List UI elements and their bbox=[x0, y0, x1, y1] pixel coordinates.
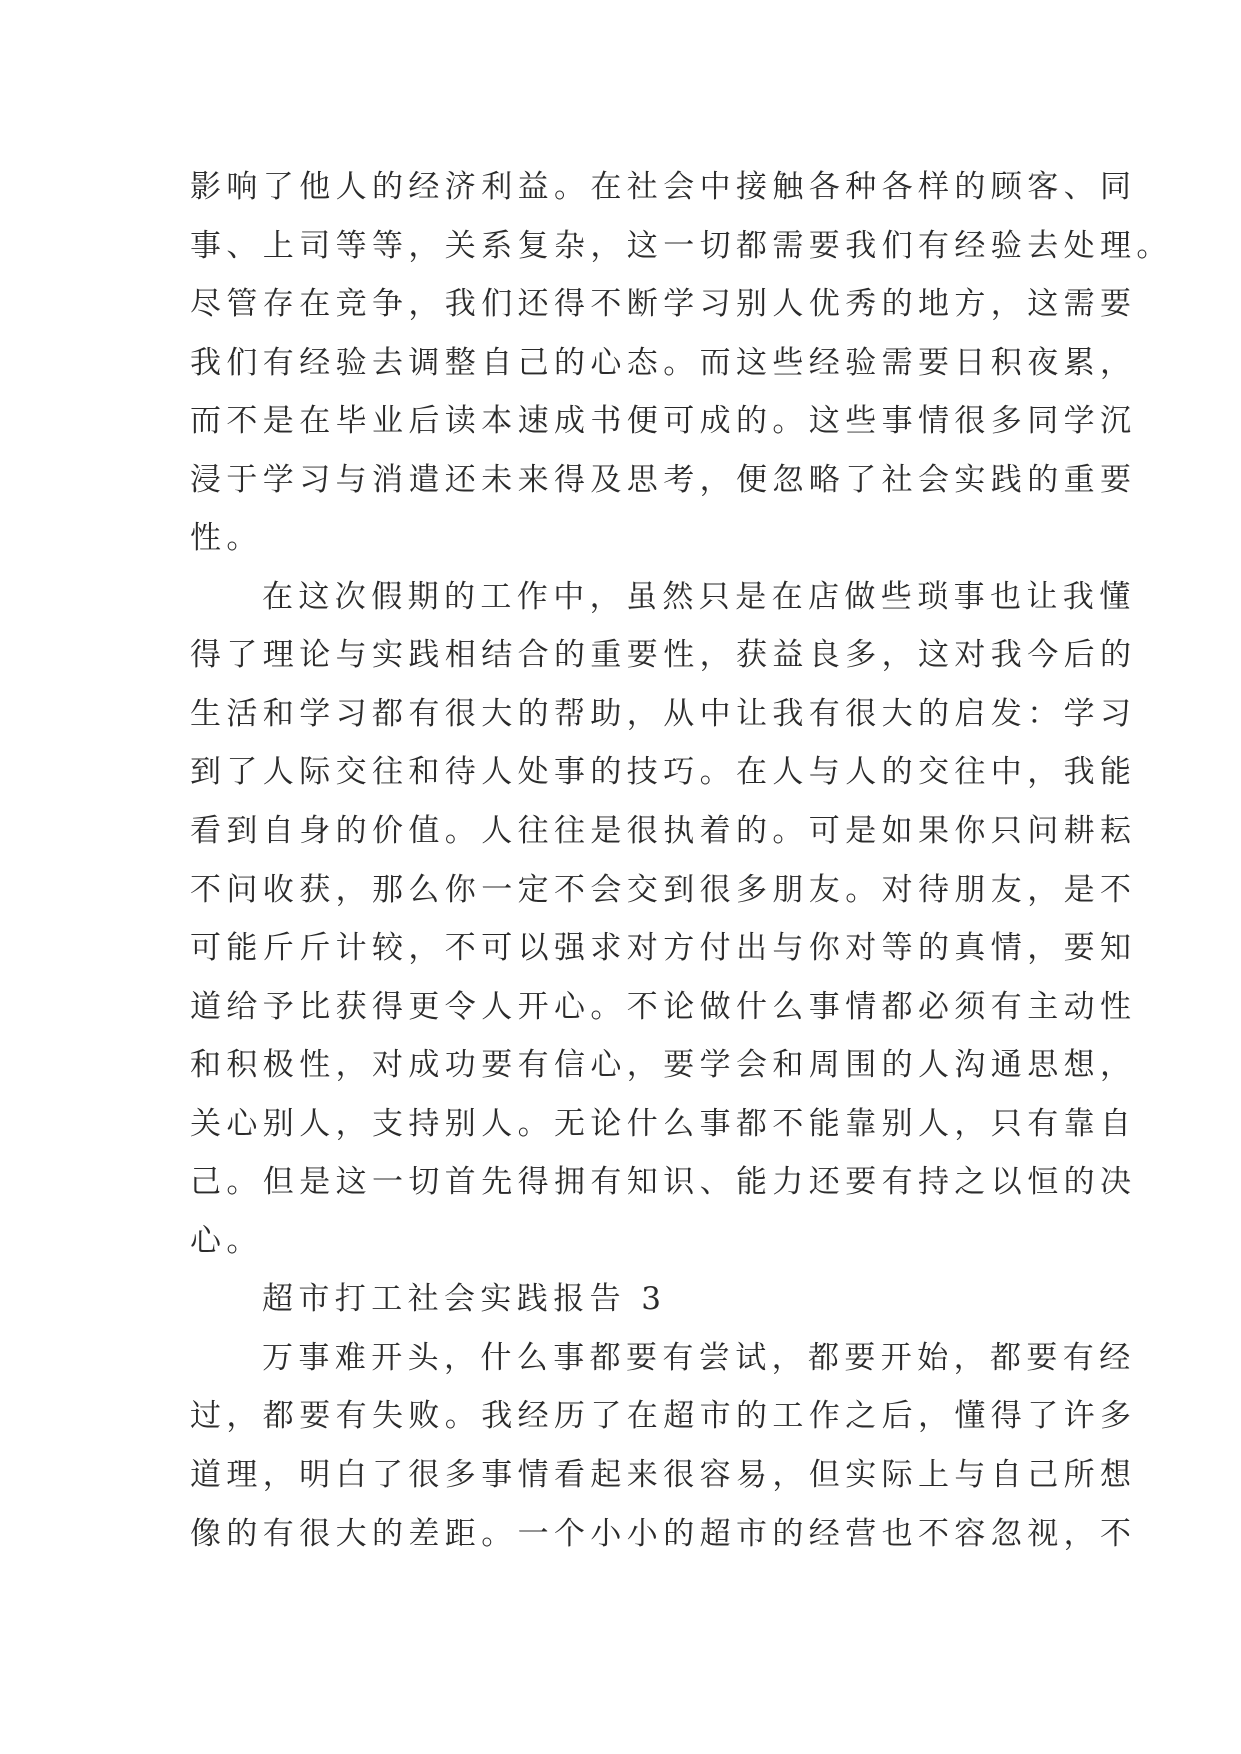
text-line: 道给予比获得更令人开心。不论做什么事情都必须有主动性 bbox=[190, 988, 1137, 1025]
text-line: 看到自身的价值。人往往是很执着的。可是如果你只问耕耘 bbox=[190, 813, 1137, 850]
text-line: 事、上司等等，关系复杂，这一切都需要我们有经验去处理。 bbox=[190, 227, 1173, 264]
section-heading: 超市打工社会实践报告 3 bbox=[262, 1281, 667, 1318]
text-line: 己。但是这一切首先得拥有知识、能力还要有持之以恒的决 bbox=[190, 1164, 1137, 1201]
text-line: 和积极性，对成功要有信心，要学会和周围的人沟通思想， bbox=[190, 1047, 1137, 1084]
text-line: 我们有经验去调整自己的心态。而这些经验需要日积夜累， bbox=[190, 344, 1137, 381]
text-line: 不问收获，那么你一定不会交到很多朋友。对待朋友，是不 bbox=[190, 871, 1137, 908]
text-line: 尽管存在竞争，我们还得不断学习别人优秀的地方，这需要 bbox=[190, 286, 1137, 323]
text-line: 性。 bbox=[190, 520, 263, 557]
text-line: 心。 bbox=[190, 1222, 263, 1259]
paragraph-first-line: 万事难开头，什么事都要有尝试，都要开始，都要有经 bbox=[262, 1339, 1136, 1376]
text-line: 得了理论与实践相结合的重要性，获益良多，这对我今后的 bbox=[190, 637, 1137, 674]
text-line: 过，都要有失败。我经历了在超市的工作之后，懂得了许多 bbox=[190, 1398, 1137, 1435]
text-line: 浸于学习与消遣还未来得及思考，便忽略了社会实践的重要 bbox=[190, 461, 1137, 498]
paragraph-first-line: 在这次假期的工作中，虽然只是在店做些琐事也让我懂 bbox=[262, 578, 1136, 615]
text-line: 到了人际交往和待人处事的技巧。在人与人的交往中，我能 bbox=[190, 754, 1137, 791]
text-line: 影响了他人的经济利益。在社会中接触各种各样的顾客、同 bbox=[190, 169, 1137, 205]
text-line: 道理，明白了很多事情看起来很容易，但实际上与自己所想 bbox=[190, 1457, 1137, 1494]
text-line: 而不是在毕业后读本速成书便可成的。这些事情很多同学沉 bbox=[190, 403, 1137, 440]
document-body bbox=[190, 158, 1173, 1563]
text-line: 像的有很大的差距。一个小小的超市的经营也不容忽视，不 bbox=[190, 1515, 1137, 1552]
text-line: 生活和学习都有很大的帮助，从中让我有很大的启发：学习 bbox=[190, 695, 1137, 732]
text-line: 可能斤斤计较，不可以强求对方付出与你对等的真情，要知 bbox=[190, 930, 1137, 967]
text-line: 关心别人，支持别人。无论什么事都不能靠别人，只有靠自 bbox=[190, 1105, 1137, 1142]
